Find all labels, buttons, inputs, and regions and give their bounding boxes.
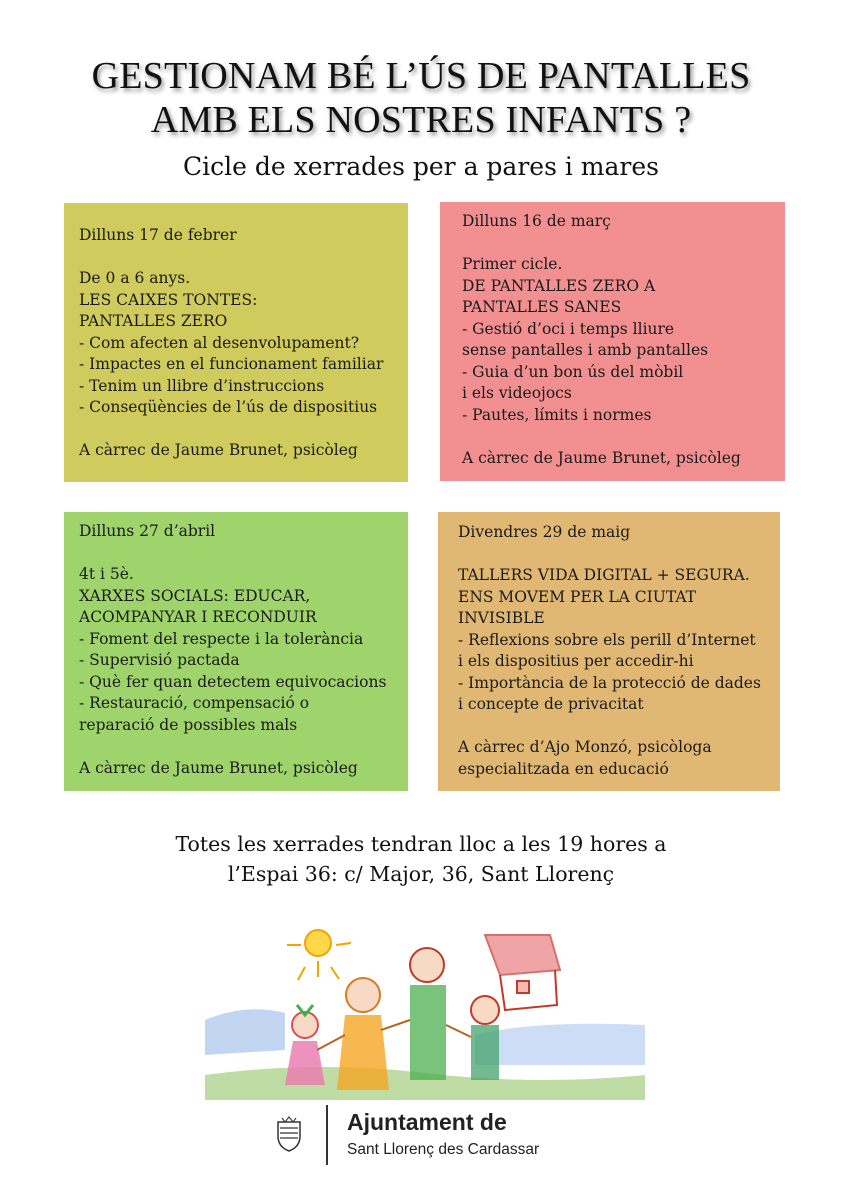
session-line: - Guia d’un bon ús del mòbil — [462, 362, 684, 381]
mother-figure — [337, 978, 389, 1090]
session-line: TALLERS VIDA DIGITAL + SEGURA. — [458, 566, 750, 584]
session-card-april — [64, 512, 408, 791]
municipal-logo — [274, 1103, 574, 1169]
boy-figure — [471, 996, 499, 1080]
session-date: Divendres 29 de maig — [458, 523, 631, 541]
session-line: - Foment del respecte i la tolerància — [79, 629, 364, 648]
session-speaker: A càrrec d’Ajo Monzó, psicòloga — [458, 738, 712, 756]
father-figure — [410, 948, 446, 1080]
sky-right-scribble — [475, 1024, 645, 1065]
session-card-march — [440, 202, 785, 481]
session-date: Dilluns 17 de febrer — [79, 226, 237, 244]
session-line: - Importància de la protecció de dades — [458, 673, 761, 692]
session-card-may — [438, 512, 780, 791]
logo-title: Ajuntament de — [347, 1109, 507, 1135]
house-icon — [485, 935, 560, 1010]
session-line: DE PANTALLES ZERO A — [462, 276, 656, 295]
session-line: INVISIBLE — [458, 609, 545, 627]
session-line: - Supervisió pactada — [79, 651, 240, 669]
venue-line-1: Totes les xerrades tendran lloc a les 19 hores a — [175, 832, 667, 856]
session-line: LES CAIXES TONTES: — [79, 290, 258, 309]
session-line: reparació de possibles mals — [79, 715, 298, 734]
child-drawing-family-icon — [205, 925, 645, 1100]
municipal-crest-icon — [276, 1116, 302, 1152]
session-line: Primer cicle. — [462, 255, 563, 273]
session-speaker: A càrrec de Jaume Brunet, psicòleg — [79, 758, 358, 777]
session-line: ACOMPANYAR I RECONDUIR — [79, 608, 317, 626]
session-line: PANTALLES ZERO — [79, 312, 228, 330]
session-line: 4t i 5è. — [79, 565, 134, 583]
session-line: De 0 a 6 anys. — [79, 269, 191, 287]
session-line: - Pautes, límits i normes — [462, 405, 652, 424]
session-line: i els dispositius per accedir-hi — [458, 652, 694, 670]
page-subtitle: Cicle de xerrades per a pares i mares — [183, 152, 659, 181]
session-line: - Com afecten al desenvolupament? — [79, 333, 360, 352]
sun-icon — [287, 930, 351, 980]
session-line: - Què fer quan detectem equivocacions — [79, 672, 387, 691]
session-speaker: A càrrec de Jaume Brunet, psicòleg — [462, 448, 741, 467]
session-line: ENS MOVEM PER LA CIUTAT — [458, 587, 697, 606]
session-line: PANTALLES SANES — [462, 298, 622, 316]
session-line: - Reflexions sobre els perill d’Internet — [458, 630, 756, 649]
joined-hands — [317, 1020, 471, 1050]
session-speaker: A càrrec de Jaume Brunet, psicòleg — [79, 441, 358, 459]
session-line: - Conseqüències de l’ús de dispositius — [79, 398, 378, 416]
small-girl-figure — [285, 1005, 325, 1085]
session-date: Dilluns 27 d’abril — [79, 522, 216, 540]
page-title-line-1: GESTIONAM BÉ L’ÚS DE PANTALLES — [91, 55, 751, 97]
session-speaker-role: especialitzada en educació — [458, 759, 669, 778]
logo-subtitle: Sant Llorenç des Cardassar — [347, 1141, 540, 1158]
session-line: - Gestió d’oci i temps lliure — [462, 319, 675, 338]
page-title-line-2: AMB ELS NOSTRES INFANTS ? — [150, 99, 692, 141]
session-line: sense pantalles i amb pantalles — [462, 341, 709, 359]
session-line: i concepte de privacitat — [458, 695, 644, 713]
session-date: Dilluns 16 de març — [462, 212, 611, 230]
session-card-february — [64, 203, 408, 482]
session-line: - Impactes en el funcionament familiar — [79, 355, 384, 373]
session-line: i els videojocs — [462, 384, 572, 402]
session-line: XARXES SOCIALS: EDUCAR, — [79, 586, 311, 605]
sky-left-scribble — [205, 1009, 285, 1055]
logo-divider — [326, 1105, 328, 1165]
session-line: - Restauració, compensació o — [79, 694, 310, 712]
session-line: - Tenim un llibre d’instruccions — [79, 376, 325, 395]
venue-line-2: l’Espai 36: c/ Major, 36, Sant Llorenç — [227, 862, 615, 886]
